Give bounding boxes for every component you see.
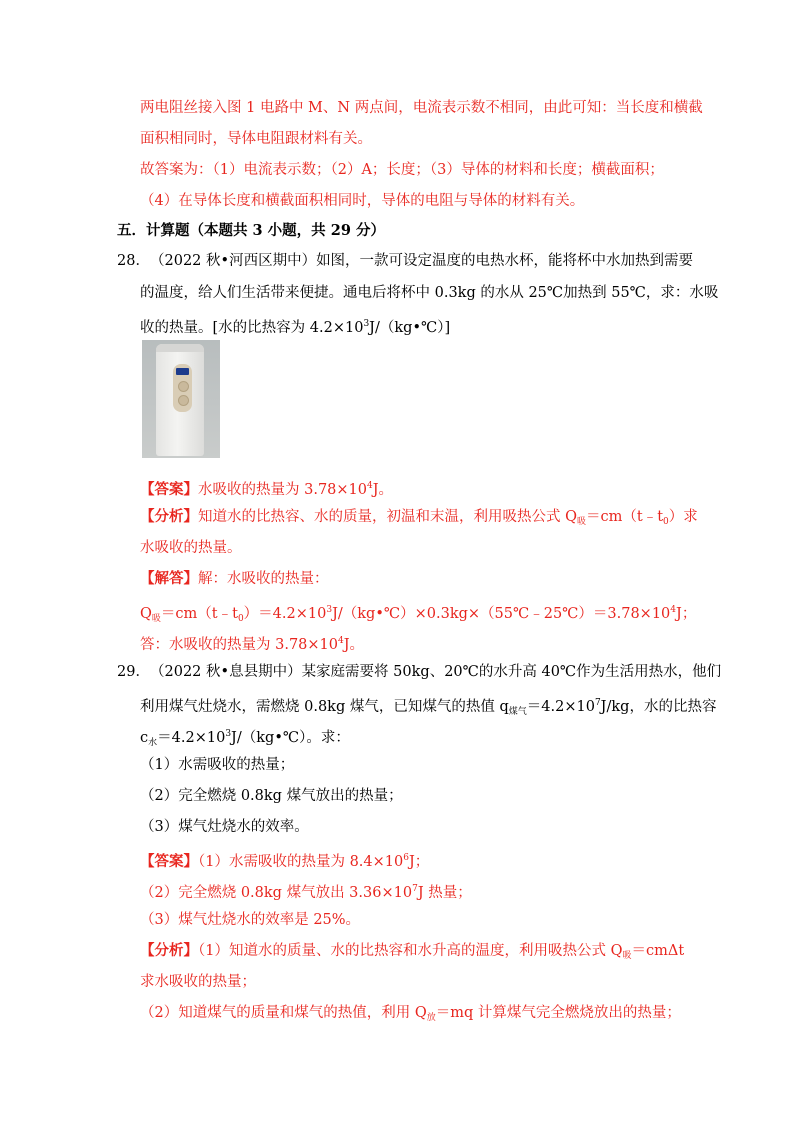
solution-tag: 【解答】 xyxy=(140,570,198,587)
subscript: 0 xyxy=(237,614,244,624)
analysis-tag: 【分析】 xyxy=(140,942,198,959)
analysis-line xyxy=(140,941,684,966)
text-run: 利用煤气灶烧水，需燃烧 0.8kg 煤气，已知煤气的热值 q xyxy=(140,699,509,715)
superscript: 3 xyxy=(363,319,370,329)
text-run: J/（kg•℃）×0.3kg×（55℃﹣25℃）＝3.78×10 xyxy=(332,606,671,622)
text-run: J； xyxy=(676,606,697,622)
question-text-line xyxy=(140,724,350,753)
cup-lid xyxy=(156,344,204,352)
answer-line xyxy=(140,848,429,872)
text-run: 收的热量。[水的比热容为 4.2×10 xyxy=(140,320,364,336)
prev-solution-line-2: 面积相同时，导体电阻跟材料有关。 xyxy=(140,131,372,147)
text-run: J/kg，水的比热容 xyxy=(600,699,717,715)
text-run: ）求 xyxy=(668,509,698,525)
text-run: （2）完全燃烧 0.8kg 煤气放出 3.36×10 xyxy=(140,885,413,901)
answer-tag: 【答案】 xyxy=(140,853,198,870)
sub-question: （2）完全燃烧 0.8kg 煤气放出的热量； xyxy=(140,788,403,804)
text-run: （1）知道水的质量、水的比热容和水升高的温度，利用吸热公式 Q xyxy=(198,943,623,959)
superscript: 4 xyxy=(338,636,344,646)
text-run: ＝4.2×10 xyxy=(526,699,595,715)
subscript: 放 xyxy=(426,1013,436,1023)
sub-question: （3）煤气灶烧水的效率。 xyxy=(140,819,309,835)
text-run: 解：水吸收的热量： xyxy=(198,571,329,587)
analysis-line xyxy=(140,507,698,532)
analysis-line: 求水吸收的热量； xyxy=(140,974,256,990)
answer-line xyxy=(140,476,393,500)
prev-answer-line-2: （4）在导体长度和横截面积相同时，导体的电阻与导体的材料有关。 xyxy=(140,193,585,209)
text-run: 知道水的比热容、水的质量，初温和末温，利用吸热公式 Q xyxy=(198,509,577,525)
superscript: 4 xyxy=(367,481,373,491)
superscript: 6 xyxy=(403,853,409,863)
subscript: 0 xyxy=(663,517,669,527)
question-text-line: （2022 秋•河西区期中）如图，一款可设定温度的电热水杯，能将杯中水加热到需要 xyxy=(150,253,694,269)
text-run: ＝cm（t﹣t xyxy=(160,606,238,622)
electric-water-cup-photo xyxy=(142,340,220,458)
question-number: 28． xyxy=(117,253,150,269)
text-run: J/（kg•℃）] xyxy=(369,320,451,336)
sub-question: （1）水需吸收的热量； xyxy=(140,757,295,773)
question-text-line xyxy=(140,314,450,338)
solution-line xyxy=(140,569,329,589)
subscript: 吸 xyxy=(577,517,587,527)
prev-answer-line-1: 故答案为：（1）电流表示数；（2）A；长度；（3）导体的材料和长度；横截面积； xyxy=(140,162,664,178)
panel-button xyxy=(178,395,189,406)
subscript: 煤气 xyxy=(508,707,527,717)
final-answer-line xyxy=(140,631,364,655)
question-number: 29． xyxy=(117,664,150,680)
panel-button xyxy=(178,381,189,392)
superscript: 4 xyxy=(670,605,677,615)
text-run: ）＝4.2×10 xyxy=(243,606,327,622)
text-run: J 热量； xyxy=(417,885,472,901)
text-run: ＝cm（t﹣t xyxy=(586,509,664,525)
text-run: J。 xyxy=(343,637,365,653)
text-run: ＝cmΔt xyxy=(631,943,685,959)
text-run: J。 xyxy=(372,482,394,498)
section-title: 五．计算题（本题共 3 小题，共 29 分） xyxy=(117,222,385,239)
answer-line xyxy=(140,879,472,903)
display-screen xyxy=(176,368,189,375)
analysis-line: 水吸收的热量。 xyxy=(140,540,242,556)
answer-line: （3）煤气灶烧水的效率是 25%。 xyxy=(140,912,361,928)
superscript: 7 xyxy=(412,884,418,894)
calculation-line xyxy=(140,600,696,629)
superscript: 3 xyxy=(326,605,333,615)
analysis-tag: 【分析】 xyxy=(140,508,198,525)
text-run: ＝mq 计算煤气完全燃烧放出的热量； xyxy=(435,1005,681,1021)
text-run: （2）知道煤气的质量和煤气的热值，利用 Q xyxy=(140,1005,427,1021)
text-run: c xyxy=(140,730,149,746)
subscript: 水 xyxy=(148,738,158,748)
answer-tag: 【答案】 xyxy=(140,481,198,498)
superscript: 3 xyxy=(225,729,232,739)
subscript: 吸 xyxy=(151,614,161,624)
text-run: ＝4.2×10 xyxy=(157,730,226,746)
text-run: J/（kg•℃）。求： xyxy=(231,730,350,746)
question-text-line: （2022 秋•息县期中）某家庭需要将 50kg、20℃的水升高 40℃作为生活用热水，他们 xyxy=(150,664,722,680)
text-run: J； xyxy=(408,854,430,870)
text-run: Q xyxy=(140,606,152,622)
text-run: 水吸收的热量为 3.78×10 xyxy=(198,482,367,498)
superscript: 7 xyxy=(594,698,601,708)
prev-solution-line-1: 两电阻丝接入图 1 电路中 M、N 两点间，电流表示数不相同，由此可知：当长度和横截 xyxy=(140,100,703,116)
question-text-line xyxy=(140,693,716,722)
analysis-line xyxy=(140,1003,681,1028)
text-run: 答：水吸收的热量为 3.78×10 xyxy=(140,637,338,653)
subscript: 吸 xyxy=(622,951,632,961)
text-run: （1）水需吸收的热量为 8.4×10 xyxy=(198,854,404,870)
question-text-line: 的温度，给人们生活带来便捷。通电后将杯中 0.3kg 的水从 25℃加热到 55℃，求：水吸 xyxy=(140,285,719,301)
